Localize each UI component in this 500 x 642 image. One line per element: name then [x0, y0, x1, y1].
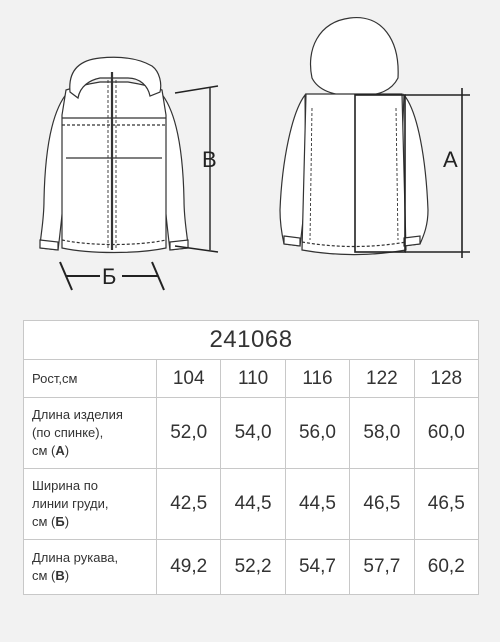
row-label-sleeve — [24, 540, 157, 595]
table-cell: 58,0 — [350, 398, 414, 469]
article-row — [24, 321, 479, 360]
table-cell: 54,7 — [285, 540, 349, 595]
table-cell: 42,5 — [157, 469, 221, 540]
row-label-chest — [24, 469, 157, 540]
table-cell: 52,0 — [157, 398, 221, 469]
row-label-text: Длина изделия (по спинке), см ( — [32, 407, 123, 458]
jacket-front-drawing — [40, 57, 188, 252]
row-label-length — [24, 398, 157, 469]
row-label-key: Б — [55, 514, 65, 529]
size-chart-table — [23, 320, 479, 595]
table-cell: 52,2 — [221, 540, 285, 595]
table-cell: 56,0 — [285, 398, 349, 469]
size-128: 128 — [414, 360, 478, 398]
table-cell: 54,0 — [221, 398, 285, 469]
table-cell: 49,2 — [157, 540, 221, 595]
jacket-diagram — [0, 0, 500, 300]
size-116: 116 — [285, 360, 349, 398]
row-label-close: ) — [64, 568, 70, 583]
height-label: Рост,см — [24, 360, 157, 398]
dimension-v-label: В — [202, 147, 217, 172]
table-cell: 44,5 — [285, 469, 349, 540]
table-cell: 46,5 — [414, 469, 478, 540]
size-104: 104 — [157, 360, 221, 398]
row-label-key: В — [55, 568, 65, 583]
size-110: 110 — [221, 360, 285, 398]
row-label-close: ) — [64, 443, 70, 458]
row-label-text: Длина рукава, см ( — [32, 550, 119, 583]
table-cell: 46,5 — [350, 469, 414, 540]
table-cell: 60,0 — [414, 398, 478, 469]
article-number: 241068 — [24, 321, 479, 360]
table-cell: 44,5 — [221, 469, 285, 540]
table-row-length — [24, 398, 479, 469]
table-cell: 60,2 — [414, 540, 478, 595]
row-label-text: Ширина по линии груди, см ( — [32, 478, 109, 529]
size-header-row — [24, 360, 479, 398]
table-row-sleeve — [24, 540, 479, 595]
dimension-a-label: А — [443, 147, 458, 172]
dimension-b-label: Б — [102, 264, 117, 289]
table-cell: 57,7 — [350, 540, 414, 595]
size-122: 122 — [350, 360, 414, 398]
row-label-close: ) — [64, 514, 70, 529]
table-row-chest — [24, 469, 479, 540]
row-label-key: А — [55, 443, 65, 458]
